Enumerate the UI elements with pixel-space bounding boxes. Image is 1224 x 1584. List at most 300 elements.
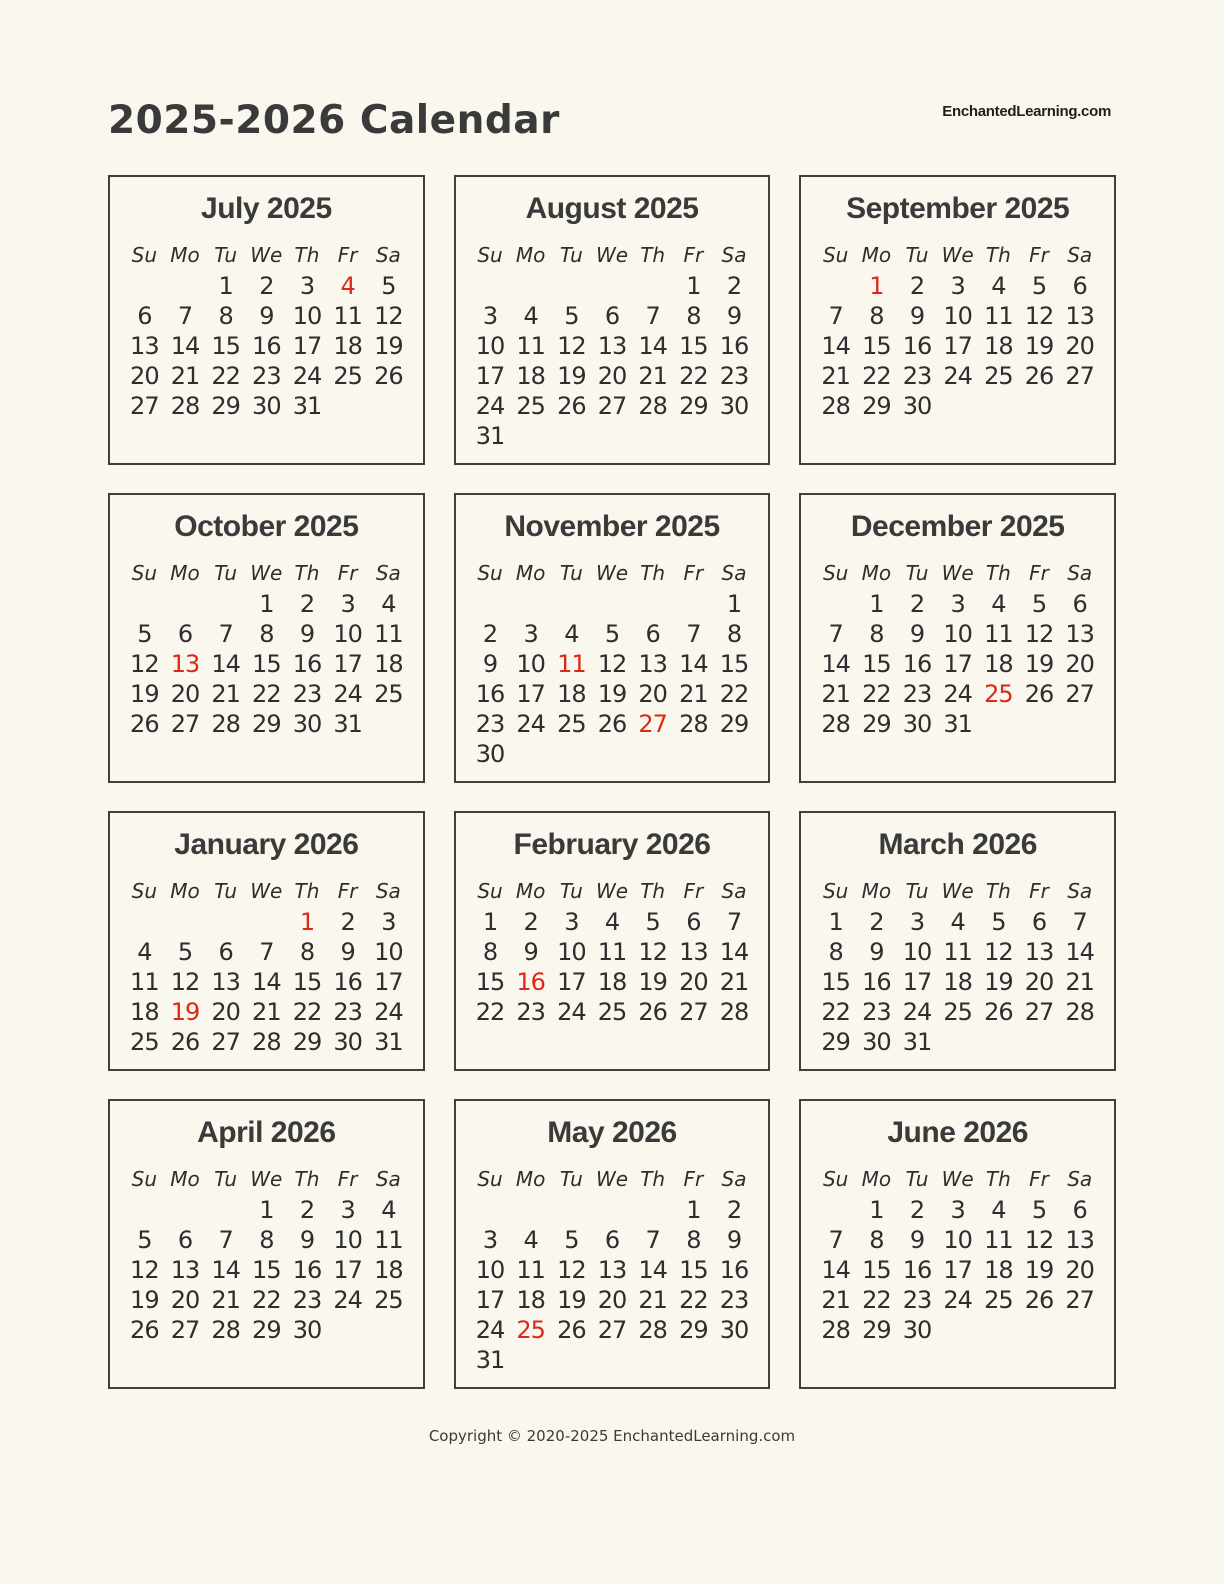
day-grid <box>815 589 1100 739</box>
weekday-header: Fr <box>1029 1167 1049 1191</box>
day-cell: 6 <box>1072 590 1087 618</box>
day-cell: 8 <box>218 302 233 330</box>
empty-cell <box>165 907 206 937</box>
weekday-header: Th <box>294 561 320 585</box>
day-cell: 28 <box>821 710 850 738</box>
day-cell: 15 <box>211 332 240 360</box>
day-cell: 7 <box>218 620 233 648</box>
day-cell: 6 <box>686 908 701 936</box>
day-cell: 11 <box>374 620 403 648</box>
day-cell: 16 <box>719 332 749 360</box>
empty-cell <box>124 589 165 619</box>
day-cell: 10 <box>475 332 505 360</box>
weekday-header: We <box>595 879 629 903</box>
day-cell: 15 <box>719 650 749 678</box>
day-cell: 14 <box>638 332 667 360</box>
day-cell: 9 <box>909 302 925 330</box>
day-cell: 3 <box>340 590 355 618</box>
empty-cell <box>205 589 246 619</box>
day-cell: 28 <box>719 998 749 1026</box>
empty-cell <box>714 739 755 769</box>
day-cell: 2 <box>726 272 742 300</box>
day-cell: 18 <box>374 1256 403 1284</box>
day-grid <box>124 271 409 421</box>
weekday-header: Tu <box>905 879 929 903</box>
weekday-header-row <box>470 242 755 268</box>
day-cell: 3 <box>564 908 579 936</box>
day-cell: 8 <box>259 620 274 648</box>
day-cell: 28 <box>211 1316 240 1344</box>
day-cell: 21 <box>679 680 708 708</box>
day-cell: 23 <box>333 998 362 1026</box>
empty-cell <box>470 589 511 619</box>
day-cell: 24 <box>475 1316 505 1344</box>
day-cell: 14 <box>1065 938 1094 966</box>
day-cell: 2 <box>340 908 355 936</box>
day-cell: 1 <box>686 1196 701 1224</box>
day-cell: 9 <box>299 1226 315 1254</box>
day-cell: 29 <box>862 710 891 738</box>
day-cell: 18 <box>130 998 159 1026</box>
day-cell: 11 <box>516 332 545 360</box>
day-cell: 24 <box>516 710 545 738</box>
holiday-day-cell: 27 <box>638 710 667 738</box>
weekday-header: Fr <box>683 243 704 267</box>
day-cell: 5 <box>177 938 193 966</box>
day-cell: 5 <box>137 1226 152 1254</box>
day-cell: 11 <box>130 968 159 996</box>
day-cell: 3 <box>950 1196 965 1224</box>
day-cell: 7 <box>828 620 843 648</box>
day-cell: 23 <box>902 680 932 708</box>
day-cell: 6 <box>1072 272 1087 300</box>
weekday-header: Sa <box>1067 879 1093 903</box>
month-title: March 2026 <box>878 828 1037 861</box>
empty-cell <box>592 421 633 451</box>
day-cell: 31 <box>475 1346 505 1374</box>
day-cell: 19 <box>557 1286 586 1314</box>
weekday-header: We <box>595 561 629 585</box>
day-cell: 24 <box>902 998 932 1026</box>
month-title: October 2025 <box>174 510 359 543</box>
day-cell: 4 <box>381 590 396 618</box>
day-cell: 19 <box>557 362 586 390</box>
day-cell: 26 <box>1024 1286 1054 1314</box>
weekday-header-row <box>124 242 409 268</box>
day-cell: 26 <box>130 1316 159 1344</box>
day-cell: 29 <box>862 392 891 420</box>
day-cell: 20 <box>1065 332 1094 360</box>
day-cell: 6 <box>604 1226 620 1254</box>
day-cell: 7 <box>645 302 660 330</box>
weekday-header: Mo <box>515 1167 546 1191</box>
day-cell: 18 <box>597 968 627 996</box>
day-cell: 3 <box>482 302 498 330</box>
weekday-header-row <box>470 878 755 904</box>
weekday-header: We <box>250 879 283 903</box>
day-cell: 2 <box>299 1196 315 1224</box>
day-cell: 5 <box>991 908 1006 936</box>
day-cell: 20 <box>597 362 627 390</box>
day-grid <box>470 1195 755 1375</box>
day-cell: 12 <box>130 650 159 678</box>
day-cell: 17 <box>557 968 586 996</box>
day-cell: 14 <box>170 332 200 360</box>
day-cell: 25 <box>374 680 403 708</box>
empty-cell <box>327 391 368 421</box>
day-cell: 19 <box>1024 650 1054 678</box>
day-cell: 27 <box>170 710 200 738</box>
day-cell: 1 <box>686 272 701 300</box>
day-cell: 29 <box>862 1316 891 1344</box>
day-cell: 2 <box>909 590 925 618</box>
calendar-grid <box>108 175 1116 1389</box>
day-cell: 17 <box>333 650 362 678</box>
day-cell: 27 <box>1024 998 1054 1026</box>
weekday-header: Mo <box>861 879 892 903</box>
day-cell: 14 <box>821 1256 850 1284</box>
day-cell: 6 <box>1031 908 1047 936</box>
day-cell: 6 <box>137 302 152 330</box>
day-cell: 28 <box>252 1028 281 1056</box>
day-cell: 27 <box>211 1028 240 1056</box>
day-cell: 27 <box>1065 680 1094 708</box>
holiday-day-cell: 1 <box>869 272 884 300</box>
empty-cell <box>937 1315 978 1345</box>
month-january-2026 <box>108 811 425 1071</box>
weekday-header: Fr <box>337 879 358 903</box>
empty-cell <box>551 589 592 619</box>
day-cell: 15 <box>821 968 850 996</box>
weekday-header: We <box>250 1167 283 1191</box>
weekday-header: Fr <box>683 561 704 585</box>
day-cell: 10 <box>902 938 932 966</box>
day-cell: 22 <box>292 998 322 1026</box>
day-cell: 29 <box>292 1028 322 1056</box>
day-cell: 4 <box>604 908 620 936</box>
day-cell: 20 <box>1024 968 1054 996</box>
day-cell: 6 <box>1072 1196 1087 1224</box>
day-cell: 31 <box>943 710 972 738</box>
page-header <box>0 0 1224 175</box>
day-cell: 27 <box>1065 1286 1094 1314</box>
day-cell: 15 <box>862 1256 891 1284</box>
day-cell: 7 <box>259 938 274 966</box>
day-cell: 24 <box>475 392 505 420</box>
empty-cell <box>124 271 165 301</box>
day-cell: 24 <box>333 1286 362 1314</box>
empty-cell <box>673 1345 714 1375</box>
month-november-2025 <box>454 493 771 783</box>
day-cell: 19 <box>984 968 1013 996</box>
day-cell: 20 <box>1065 650 1094 678</box>
weekday-header: Th <box>294 1167 320 1191</box>
empty-cell <box>165 1195 206 1225</box>
weekday-header: Tu <box>905 561 929 585</box>
weekday-header: Fr <box>337 243 358 267</box>
day-cell: 26 <box>597 710 627 738</box>
day-cell: 1 <box>259 1196 274 1224</box>
page-title: 2025-2026 Calendar <box>108 98 560 143</box>
day-cell: 23 <box>719 362 749 390</box>
weekday-header: Fr <box>1029 561 1049 585</box>
day-cell: 8 <box>482 938 498 966</box>
day-cell: 4 <box>991 590 1006 618</box>
day-cell: 12 <box>984 938 1013 966</box>
weekday-header-row <box>815 242 1100 268</box>
weekday-header: Th <box>985 1167 1011 1191</box>
day-cell: 7 <box>726 908 742 936</box>
day-cell: 9 <box>482 650 498 678</box>
day-cell: 26 <box>557 1316 586 1344</box>
day-cell: 4 <box>950 908 965 936</box>
day-cell: 22 <box>679 1286 708 1314</box>
month-september-2025 <box>799 175 1116 465</box>
weekday-header: Su <box>131 879 158 903</box>
day-cell: 13 <box>130 332 159 360</box>
day-cell: 23 <box>902 1286 932 1314</box>
day-cell: 25 <box>597 998 627 1026</box>
day-cell: 7 <box>645 1226 660 1254</box>
day-cell: 21 <box>1065 968 1094 996</box>
day-cell: 28 <box>821 392 850 420</box>
day-cell: 3 <box>950 272 965 300</box>
day-cell: 22 <box>252 1286 281 1314</box>
empty-cell <box>673 421 714 451</box>
day-cell: 23 <box>292 680 322 708</box>
holiday-day-cell: 1 <box>299 908 315 936</box>
day-cell: 21 <box>821 1286 850 1314</box>
day-cell: 16 <box>902 1256 932 1284</box>
day-cell: 31 <box>902 1028 932 1056</box>
day-cell: 5 <box>604 620 620 648</box>
day-grid <box>470 589 755 769</box>
day-cell: 25 <box>374 1286 403 1314</box>
day-cell: 29 <box>679 392 708 420</box>
day-cell: 7 <box>828 302 843 330</box>
day-cell: 22 <box>679 362 708 390</box>
day-cell: 28 <box>679 710 708 738</box>
day-cell: 11 <box>984 302 1013 330</box>
day-cell: 17 <box>374 968 403 996</box>
month-title: July 2025 <box>201 192 332 225</box>
day-cell: 21 <box>821 362 850 390</box>
day-cell: 24 <box>374 998 403 1026</box>
holiday-day-cell: 19 <box>170 998 200 1026</box>
empty-cell <box>632 589 673 619</box>
empty-cell <box>673 589 714 619</box>
day-cell: 12 <box>597 650 627 678</box>
day-cell: 2 <box>909 272 925 300</box>
empty-cell <box>978 709 1019 739</box>
day-cell: 6 <box>218 938 233 966</box>
day-cell: 9 <box>909 1226 925 1254</box>
weekday-header: Mo <box>861 561 892 585</box>
day-cell: 8 <box>869 302 884 330</box>
day-cell: 2 <box>482 620 498 648</box>
day-cell: 29 <box>211 392 240 420</box>
day-cell: 13 <box>638 650 667 678</box>
day-cell: 18 <box>333 332 362 360</box>
day-cell: 13 <box>679 938 708 966</box>
weekday-header-row <box>124 560 409 586</box>
empty-cell <box>368 709 409 739</box>
holiday-day-cell: 25 <box>984 680 1013 708</box>
month-october-2025 <box>108 493 425 783</box>
empty-cell <box>1059 1315 1100 1345</box>
day-cell: 1 <box>482 908 498 936</box>
day-cell: 30 <box>902 392 932 420</box>
empty-cell <box>592 1195 633 1225</box>
day-cell: 18 <box>943 968 972 996</box>
day-cell: 30 <box>902 1316 932 1344</box>
day-cell: 5 <box>381 272 396 300</box>
day-cell: 2 <box>523 908 538 936</box>
day-cell: 8 <box>686 1226 701 1254</box>
weekday-header: Su <box>131 1167 158 1191</box>
day-cell: 13 <box>1065 302 1094 330</box>
day-cell: 2 <box>299 590 315 618</box>
day-cell: 24 <box>943 1286 972 1314</box>
weekday-header: We <box>595 1167 629 1191</box>
weekday-header: Mo <box>170 1167 200 1191</box>
day-cell: 16 <box>292 650 322 678</box>
empty-cell <box>551 421 592 451</box>
month-title: February 2026 <box>513 828 711 861</box>
empty-cell <box>1019 1027 1060 1057</box>
day-cell: 9 <box>299 620 315 648</box>
day-cell: 12 <box>374 302 403 330</box>
day-cell: 17 <box>333 1256 362 1284</box>
empty-cell <box>714 421 755 451</box>
empty-cell <box>165 589 206 619</box>
empty-cell <box>368 391 409 421</box>
holiday-day-cell: 13 <box>170 650 200 678</box>
day-cell: 29 <box>679 1316 708 1344</box>
day-cell: 3 <box>482 1226 498 1254</box>
day-cell: 27 <box>679 998 708 1026</box>
day-cell: 11 <box>374 1226 403 1254</box>
day-cell: 4 <box>564 620 579 648</box>
day-cell: 31 <box>374 1028 403 1056</box>
day-cell: 30 <box>475 740 505 768</box>
day-cell: 7 <box>828 1226 843 1254</box>
day-cell: 22 <box>252 680 281 708</box>
weekday-header: Su <box>477 243 503 267</box>
day-cell: 5 <box>1031 1196 1047 1224</box>
holiday-day-cell: 16 <box>516 968 545 996</box>
day-cell: 4 <box>991 1196 1006 1224</box>
copyright-text: Copyright © 2020-2025 EnchantedLearning.com <box>428 1427 796 1445</box>
day-cell: 27 <box>130 392 159 420</box>
empty-cell <box>978 1315 1019 1345</box>
holiday-day-cell: 11 <box>557 650 586 678</box>
day-cell: 2 <box>869 908 884 936</box>
weekday-header: Su <box>822 243 849 267</box>
weekday-header: Th <box>985 879 1011 903</box>
weekday-header: We <box>941 243 974 267</box>
month-may-2026 <box>454 1099 771 1389</box>
day-cell: 14 <box>679 650 708 678</box>
day-cell: 4 <box>137 938 152 966</box>
empty-cell <box>551 1345 592 1375</box>
empty-cell <box>510 1195 551 1225</box>
day-cell: 6 <box>604 302 620 330</box>
day-cell: 1 <box>218 272 233 300</box>
day-cell: 21 <box>211 1286 240 1314</box>
site-link[interactable]: EnchantedLearning.com <box>942 103 1111 120</box>
weekday-header: Th <box>640 243 666 267</box>
day-cell: 18 <box>984 1256 1013 1284</box>
weekday-header: Tu <box>214 879 238 903</box>
day-cell: 15 <box>862 332 891 360</box>
day-cell: 20 <box>679 968 708 996</box>
day-cell: 7 <box>686 620 701 648</box>
day-cell: 10 <box>557 938 586 966</box>
holiday-day-cell: 4 <box>340 272 355 300</box>
weekday-header: Su <box>477 1167 503 1191</box>
day-cell: 16 <box>252 332 281 360</box>
day-cell: 28 <box>821 1316 850 1344</box>
empty-cell <box>592 1345 633 1375</box>
empty-cell <box>592 739 633 769</box>
calendar-row <box>108 493 1116 783</box>
day-cell: 25 <box>333 362 362 390</box>
day-cell: 8 <box>726 620 742 648</box>
day-cell: 15 <box>252 1256 281 1284</box>
day-cell: 19 <box>1024 332 1054 360</box>
empty-cell <box>632 271 673 301</box>
day-cell: 8 <box>869 620 884 648</box>
day-cell: 21 <box>638 362 667 390</box>
day-cell: 9 <box>726 1226 742 1254</box>
day-cell: 20 <box>211 998 240 1026</box>
day-cell: 19 <box>597 680 627 708</box>
day-cell: 13 <box>597 332 627 360</box>
empty-cell <box>368 1315 409 1345</box>
day-cell: 12 <box>1024 620 1054 648</box>
day-cell: 3 <box>381 908 396 936</box>
day-cell: 11 <box>333 302 362 330</box>
day-cell: 13 <box>597 1256 627 1284</box>
weekday-header: Sa <box>1067 243 1093 267</box>
day-cell: 28 <box>638 1316 667 1344</box>
day-cell: 15 <box>252 650 281 678</box>
day-cell: 18 <box>984 650 1013 678</box>
day-cell: 26 <box>170 1028 200 1056</box>
weekday-header: Fr <box>1029 879 1049 903</box>
weekday-header: Sa <box>721 879 747 903</box>
month-title: December 2025 <box>850 510 1065 543</box>
empty-cell <box>592 589 633 619</box>
day-cell: 8 <box>828 938 843 966</box>
weekday-header: Tu <box>559 879 583 903</box>
empty-cell <box>632 1195 673 1225</box>
day-cell: 23 <box>252 362 281 390</box>
day-cell: 11 <box>984 620 1013 648</box>
day-cell: 25 <box>130 1028 159 1056</box>
day-cell: 15 <box>679 332 708 360</box>
weekday-header: Sa <box>375 1167 401 1191</box>
weekday-header-row <box>124 878 409 904</box>
day-cell: 28 <box>1065 998 1094 1026</box>
day-cell: 9 <box>259 302 274 330</box>
day-cell: 22 <box>719 680 749 708</box>
month-march-2026 <box>799 811 1116 1071</box>
weekday-header: Tu <box>214 243 238 267</box>
day-cell: 18 <box>516 1286 545 1314</box>
day-cell: 14 <box>719 938 749 966</box>
